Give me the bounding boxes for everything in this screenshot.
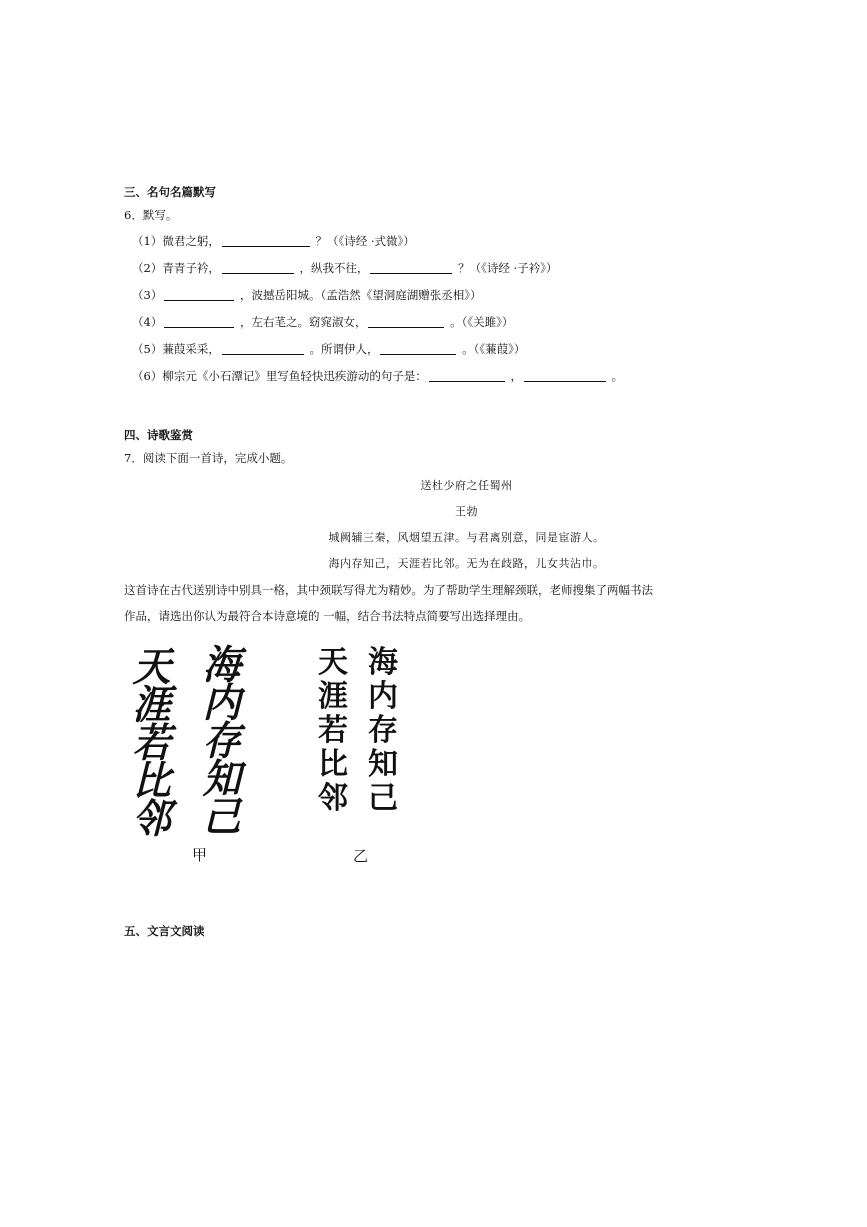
calligraphy-jia-column-right [200, 640, 251, 841]
calligraphy-character: 存 [200, 716, 251, 765]
question-7-prompt: 7．阅读下面一首诗，完成小题。 [124, 451, 293, 465]
paragraph-line: 作品，请选出你认为最符合本诗意境的 一幅，结合书法特点简要写出选择理由。 [124, 609, 531, 623]
answer-blank[interactable] [524, 370, 606, 382]
caption-jia: 甲 [192, 846, 208, 864]
item-text: 。（《关雎》） [450, 315, 514, 329]
poem-line-2: 海内存知己，天涯若比邻。无为在歧路，儿女共沾巾。 [328, 557, 605, 570]
section-3-heading: 三、名句名篇默写 [124, 185, 216, 199]
answer-blank[interactable] [368, 316, 444, 328]
fill-item-4 [132, 314, 513, 330]
calligraphy-character: 天 [130, 642, 181, 691]
answer-blank[interactable] [222, 262, 294, 274]
fill-item-2 [132, 260, 557, 276]
fill-item-1 [132, 233, 415, 249]
poem-line-1: 城阙辅三秦，风烟望五津。与君离别意，同是宦游人。 [328, 531, 605, 544]
answer-blank[interactable] [370, 262, 452, 274]
calligraphy-character: 己 [368, 781, 398, 816]
section-5-heading: 五、文言文阅读 [124, 924, 205, 938]
item-text: ，左右芼之。窈窕淑女， [239, 315, 367, 329]
item-text: （5）蒹葭采采， [132, 342, 220, 356]
calligraphy-yi-column-left [318, 645, 348, 818]
answer-blank[interactable] [164, 316, 234, 328]
calligraphy-character: 比 [130, 756, 181, 805]
calligraphy-character: 内 [200, 678, 251, 727]
calligraphy-character: 己 [200, 792, 251, 841]
section-4-heading: 四、诗歌鉴赏 [124, 428, 193, 442]
calligraphy-character: 知 [200, 754, 251, 803]
calligraphy-character: 涯 [130, 680, 181, 729]
item-text: ？（《诗经 ·式微》） [315, 234, 415, 248]
fill-item-6 [132, 368, 623, 384]
fill-item-3 [132, 287, 481, 303]
fill-item-5 [132, 341, 525, 357]
item-text: （2）青青子衿， [132, 261, 220, 275]
calligraphy-jia-column-left [130, 642, 181, 843]
caption-yi: 乙 [353, 847, 369, 865]
calligraphy-character: 知 [368, 747, 398, 782]
calligraphy-character: 海 [368, 645, 398, 680]
calligraphy-character: 天 [318, 645, 348, 680]
item-text: ， [510, 369, 522, 383]
item-text: （3） [132, 288, 163, 302]
calligraphy-character: 若 [130, 718, 181, 767]
calligraphy-character: 比 [318, 747, 348, 782]
item-text: （1）微君之躬， [132, 234, 220, 248]
answer-blank[interactable] [222, 343, 304, 355]
item-text: 。（《蒹葭》） [462, 342, 526, 356]
calligraphy-character: 若 [318, 713, 348, 748]
item-text: ？（《诗经 ·子衿》） [458, 261, 558, 275]
question-7-paragraph [124, 577, 724, 629]
answer-blank[interactable] [222, 235, 310, 247]
calligraphy-character: 存 [368, 713, 398, 748]
calligraphy-character: 内 [368, 679, 398, 714]
item-text: 。所谓伊人， [309, 342, 379, 356]
answer-blank[interactable] [164, 289, 234, 301]
poem-title: 送杜少府之任蜀州 [420, 479, 513, 492]
answer-blank[interactable] [380, 343, 456, 355]
question-6-prompt: 6．默写。 [124, 208, 178, 222]
calligraphy-character: 邻 [130, 794, 181, 843]
calligraphy-character: 海 [200, 640, 251, 689]
calligraphy-yi-column-right [368, 645, 398, 818]
item-text: ，波撼岳阳城。（孟浩然《望洞庭湖赠张丞相》） [239, 288, 482, 302]
item-text: （4） [132, 315, 163, 329]
item-text: ，纵我不往， [299, 261, 369, 275]
poem-author: 王勃 [455, 505, 478, 518]
item-text: 。 [611, 369, 624, 383]
paragraph-line: 这首诗在古代送别诗中别具一格，其中颈联写得尤为精妙。为了帮助学生理解颈联，老师搜集了两幅书法 [124, 583, 653, 597]
calligraphy-character: 涯 [318, 679, 348, 714]
calligraphy-character: 邻 [318, 781, 348, 816]
item-text: （6）柳宗元《小石潭记》里写鱼轻快迅疾游动的句子是： [132, 369, 427, 383]
answer-blank[interactable] [429, 370, 505, 382]
